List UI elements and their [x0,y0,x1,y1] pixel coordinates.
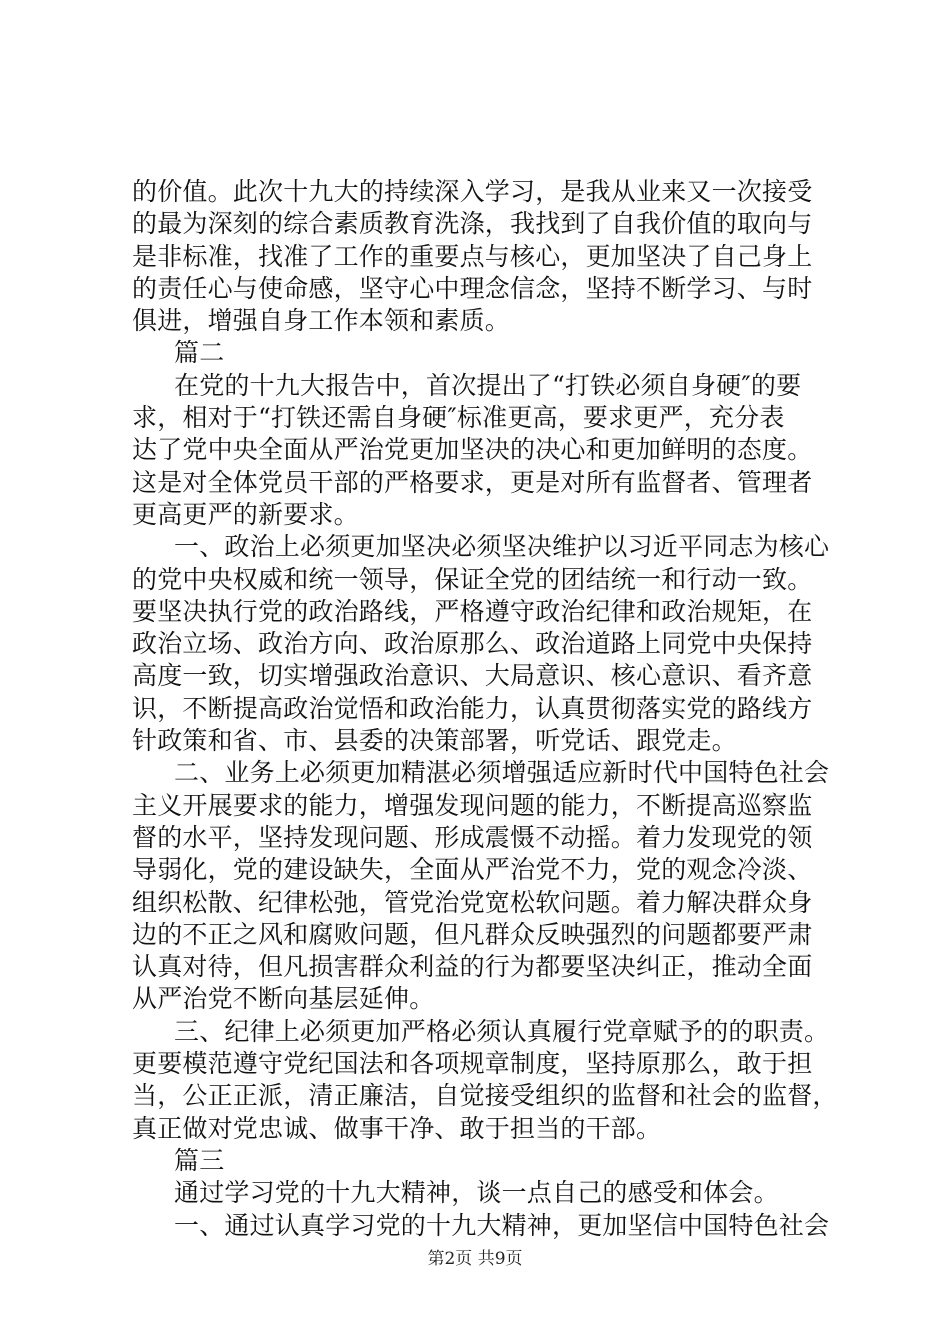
page-number-footer: 第2页 共9页 [427,1249,523,1269]
text-line: 督的水平，坚持发现问题、形成震慑不动摇。着力发现党的领 [132,822,813,852]
section-heading-2: 篇二 [174,338,225,368]
text-line: 更要模范遵守党纪国法和各项规章制度，坚持原那么，敢于担 [132,1049,813,1079]
text-line: 一、政治上必须更加坚决必须坚决维护以习近平同志为核心 [174,532,830,562]
text-line: 认真对待，但凡损害群众利益的行为都要坚决纠正，推动全面 [132,952,813,982]
text-line: 主义开展要求的能力，增强发现问题的能力，不断提高巡察监 [132,790,813,820]
text-line: 真正做对党忠诚、做事干净、敢于担当的干部。 [132,1113,662,1143]
text-line: 导弱化，党的建设缺失，全面从严治党不力，党的观念冷淡、 [132,855,813,885]
text-line: 这是对全体党员干部的严格要求，更是对所有监督者、管理者 [132,467,813,497]
text-line: 组织松散、纪律松弛，管党治党宽松软问题。着力解决群众身 [132,887,813,917]
text-line: 三、纪律上必须更加严格必须认真履行党章赋予的的职责。 [174,1016,830,1046]
text-line: 俱进，增强自身工作本领和素质。 [132,306,511,336]
document-body [132,176,852,1242]
text-line: 边的不正之风和腐败问题，但凡群众反映强烈的问题都要严肃 [132,919,813,949]
text-line: 的最为深刻的综合素质教育洗涤，我找到了自我价值的取向与 [132,209,813,239]
text-line: 的党中央权威和统一领导，保证全党的团结统一和行动一致。 [132,564,813,594]
text-line: 求，相对于“打铁还需自身硬″标准更高，要求更严，充分表 [132,403,785,433]
text-line: 识，不断提高政治觉悟和政治能力，认真贯彻落实党的路线方 [132,693,813,723]
text-line: 的责任心与使命感，坚守心中理念信念，坚持不断学习、与时 [132,273,813,303]
text-line: 要坚决执行党的政治路线，严格遵守政治纪律和政治规矩，在 [132,596,813,626]
text-line: 通过学习党的十九大精神，谈一点自己的感受和体会。 [174,1178,779,1208]
text-line: 是非标准，找准了工作的重要点与核心，更加坚决了自己身上 [132,241,813,271]
text-line: 高度一致，切实增强政治意识、大局意识、核心意识、看齐意 [132,661,813,691]
text-line: 针政策和省、市、县委的决策部署，听党话、跟党走。 [132,726,737,756]
text-line: 从严治党不断向基层延伸。 [132,984,435,1014]
text-line: 在党的十九大报告中，首次提出了“打铁必须自身硬″的要 [174,370,802,400]
text-line: 二、业务上必须更加精湛必须增强适应新时代中国特色社会 [174,758,830,788]
text-line: 更高更严的新要求。 [132,499,359,529]
section-heading-3: 篇三 [174,1145,225,1175]
text-line: 一、通过认真学习党的十九大精神，更加坚信中国特色社会 [174,1210,830,1240]
text-line: 的价值。此次十九大的持续深入学习，是我从业来又一次接受 [132,177,813,206]
text-line: 政治立场、政治方向、政治原那么、政治道路上同党中央保持 [132,629,813,659]
text-line: 达了党中央全面从严治党更加坚决的决心和更加鲜明的态度。 [132,435,813,465]
text-line: 当，公正正派，清正廉洁，自觉接受组织的监督和社会的监督， [132,1081,838,1111]
